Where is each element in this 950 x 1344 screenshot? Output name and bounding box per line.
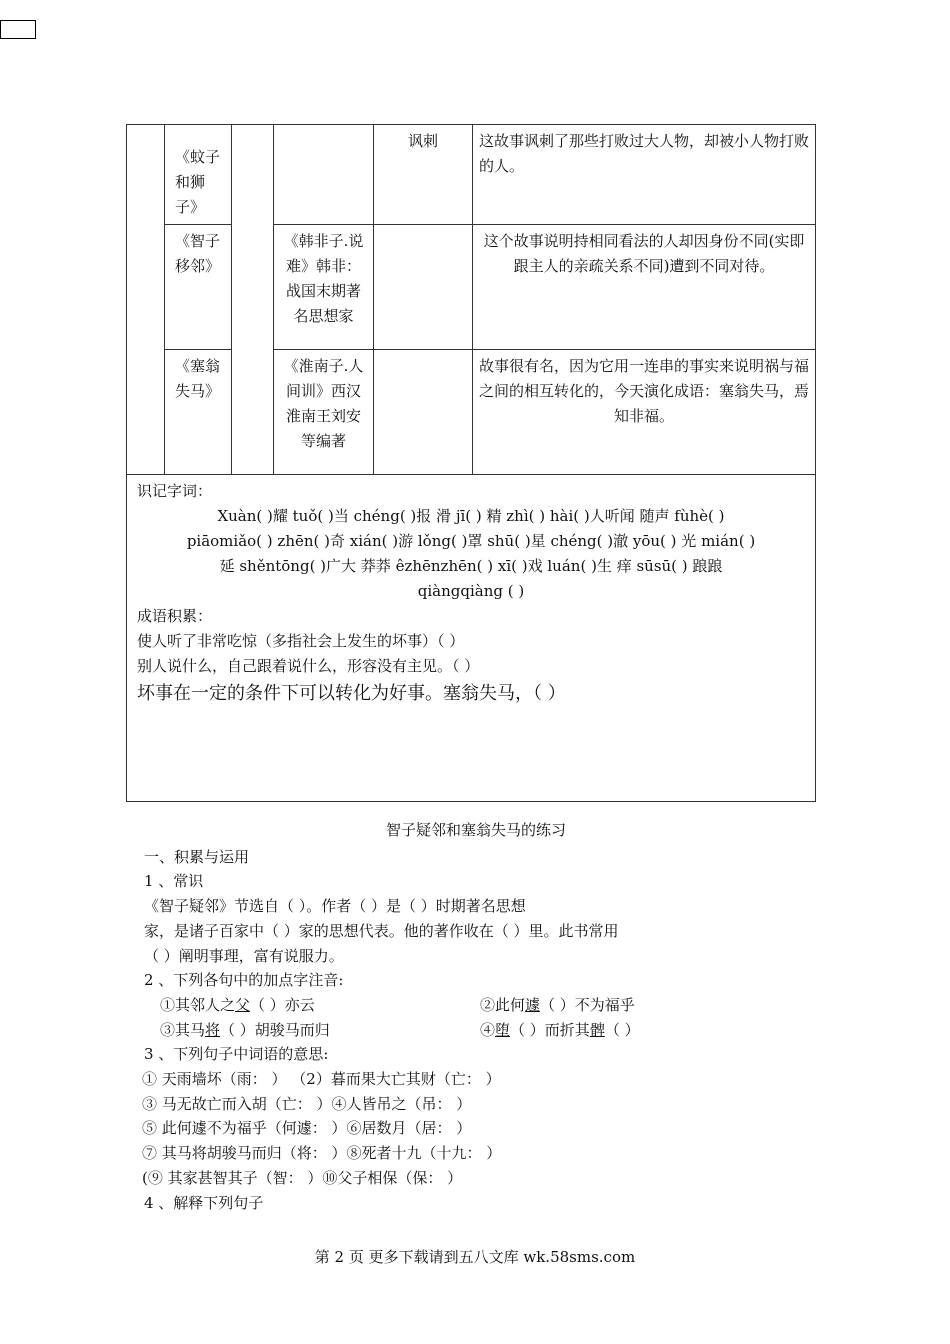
blank-cell — [127, 125, 165, 475]
meaning-line: ⑦ 其马将胡骏马而归（将： ）⑧死者十九（十九： ） — [142, 1144, 502, 1163]
story-moral: 这故事讽刺了那些打败过大人物，却被小人物打败的人。 — [473, 125, 816, 225]
table-row — [127, 350, 816, 475]
idiom-line-big: 坏事在一定的条件下可以转化为好事。塞翁失马，（ ） — [137, 683, 566, 704]
question-text: 《智子疑邻》节选自（ ）。作者（ ）是（ ）时期著名思想 — [144, 897, 526, 916]
question-text: 家，是诸子百家中（ ）家的思想代表。他的著作收在（ ）里。此书常用 — [144, 921, 619, 940]
pronunciation-item: ④堕（ ）而折其髀（ ） — [480, 1020, 640, 1039]
meaning-line: ③ 马无故亡而入胡（亡： ）④人皆吊之（吊： ） — [142, 1094, 472, 1113]
question-heading: 2 、下列各句中的加点字注音: — [144, 971, 344, 990]
story-source: 《淮南子.人间训》西汉淮南王刘安等编著 — [274, 350, 374, 475]
blank-cell — [232, 125, 274, 475]
story-type: 讽刺 — [374, 125, 473, 225]
idiom-heading: 成语积累： — [137, 607, 213, 625]
marked-char: 堕 — [495, 1020, 511, 1039]
marked-char: 髀 — [589, 1020, 605, 1039]
story-title: 《塞翁失马》 — [165, 350, 232, 475]
pronunciation-item: ③其马将（ ）胡骏马而归 — [160, 1020, 330, 1039]
vocab-section — [127, 475, 816, 802]
exercise-section — [144, 818, 808, 1215]
lesson-table — [126, 124, 816, 802]
table-row — [127, 225, 816, 350]
meaning-line: (⑨ 其家甚智其子（智： ）⑩父子相保（保： ） — [142, 1168, 463, 1187]
page-footer: 第 2 页 更多下载请到五八文库 wk.58sms.com — [314, 1248, 636, 1266]
story-source — [274, 125, 374, 225]
vocab-heading: 识记字词： — [137, 482, 213, 500]
story-title: 《智子移邻》 — [165, 225, 232, 350]
pronunciation-row — [144, 1018, 808, 1043]
corner-box — [0, 20, 36, 39]
table-row — [127, 475, 816, 802]
vocab-line: piāomiǎo( ) zhēn( )奇 xián( )游 lǒng( )罩 shū( )星 chéng( )澈 yōu( ) 光 mián( ) — [186, 532, 756, 550]
exercise-title: 智子疑邻和塞翁失马的练习 — [385, 821, 566, 839]
pronunciation-item: ①其邻人之父（ ）亦云 — [160, 995, 315, 1014]
marked-char: 将 — [205, 1020, 221, 1039]
vocab-line: 延 shěntōng( )广大 莽莽 êzhēnzhēn( ) xī( )戏 luán( )生 痒 sūsū( ) 踉踉 — [219, 557, 723, 575]
question-heading: 3 、下列句子中词语的意思: — [144, 1045, 329, 1064]
meaning-line: ① 天雨墙坏（雨： ） （2）暮而果大亡其财（亡： ） — [142, 1070, 501, 1089]
idiom-line: 使人听了非常吃惊（多指社会上发生的坏事）（ ） — [137, 632, 465, 650]
table-row — [127, 125, 816, 225]
idiom-line: 别人说什么，自己跟着说什么，形容没有主见。（ ） — [137, 657, 480, 675]
vocab-line: qiàngqiàng ( ) — [417, 582, 525, 600]
story-type — [374, 225, 473, 350]
section-heading: 一、积累与运用 — [144, 847, 250, 866]
story-type — [374, 350, 473, 475]
meaning-line: ⑤ 此何遽不为福乎（何遽： ）⑥居数月（居： ） — [142, 1119, 472, 1138]
story-moral: 这个故事说明持相同看法的人却因身份不同(实即跟主人的亲疏关系不同)遭到不同对待。 — [473, 225, 816, 350]
marked-char: 遽 — [525, 995, 541, 1014]
pronunciation-item: ②此何遽（ ）不为福乎 — [480, 995, 635, 1014]
story-title: 《蚊子和狮子》 — [165, 125, 232, 225]
story-source: 《韩非子.说难》韩非：战国末期著名思想家 — [274, 225, 374, 350]
question-text: （ ）阐明事理，富有说服力。 — [144, 946, 344, 965]
question-heading: 1 、常识 — [144, 872, 204, 891]
question-heading: 4 、解释下列句子 — [144, 1193, 264, 1212]
pronunciation-row — [144, 993, 808, 1018]
story-moral: 故事很有名，因为它用一连串的事实来说明祸与福之间的相互转化的，今天演化成语：塞翁失马，焉知非福。 — [473, 350, 816, 475]
marked-char: 父 — [235, 995, 251, 1014]
vocab-line: Xuàn( )耀 tuǒ( )当 chéng( )报 滑 jī( ) 精 zhì( ) hài( )人听闻 随声 fùhè( ) — [217, 507, 725, 525]
